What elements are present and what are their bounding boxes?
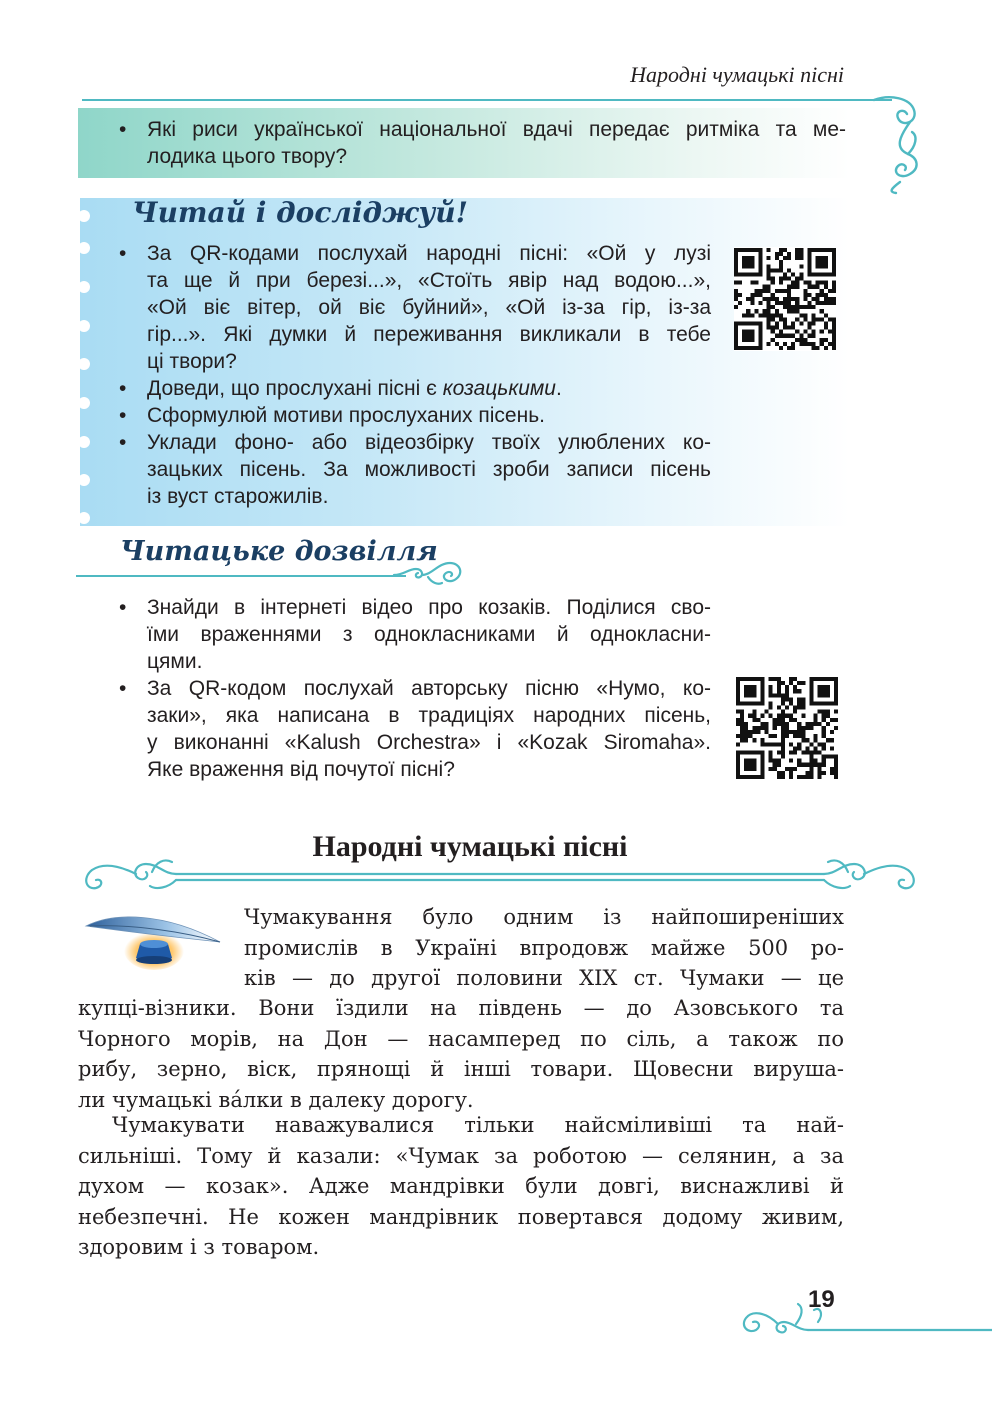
notebook-hole xyxy=(78,210,90,222)
list-item xyxy=(116,116,846,170)
title-ornament xyxy=(76,852,924,894)
explore-heading: Читай і досліджуй! xyxy=(132,196,468,229)
text-line: • За QR-кодом послухай авторську пісню «Нумо, ко- xyxy=(147,677,711,700)
text-line: ків — до другої половини XIX ст. Чумаки — це xyxy=(244,966,844,990)
text-line: • Уклади фоно- або відеозбірку твоїх улюблених ко- xyxy=(147,431,711,454)
notebook-hole xyxy=(78,281,90,293)
notebook-hole xyxy=(78,358,90,370)
qr-code-icon[interactable] xyxy=(736,676,838,780)
list-item xyxy=(116,675,711,783)
text-line: купці-візники. Вони їздили на південь — до Азовського та xyxy=(78,996,844,1020)
leisure-rule xyxy=(76,575,406,577)
text-line: Чумакувати наважувалися тільки найсміливіші та най- xyxy=(112,1113,844,1137)
section-title: Народні чумацькі пісні xyxy=(312,830,628,863)
text-line: • Які риси української національної вдачі передає ритміка та ме- xyxy=(147,118,846,141)
text-line: • За QR-кодами послухай народні пісні: «Ой у лузі xyxy=(147,242,711,265)
quill-inkwell-icon xyxy=(84,908,226,970)
notebook-hole xyxy=(78,436,90,448)
list-item xyxy=(116,402,711,429)
text-line: • Знайди в інтернеті відео про козаків. Поділися сво- xyxy=(147,596,711,619)
qr-code-icon[interactable] xyxy=(734,247,836,351)
text-line: та ще й при березі...», «Стоїть явір над водою...», xyxy=(147,269,711,292)
explore-list xyxy=(116,240,711,510)
text-line: лодика цього твору? xyxy=(147,145,348,168)
text-line: зацьких пісень. За можливості зроби записи пісень xyxy=(147,458,711,481)
text-line: здоровим і з товаром. xyxy=(78,1235,320,1259)
text-line: сильніші. Тому й казали: «Чумак за роботою — селянин, а за xyxy=(78,1143,844,1168)
notebook-hole xyxy=(78,474,90,486)
text-run: . xyxy=(556,377,562,400)
text-line: ли чумацькі ва́лки в далеку дорогу. xyxy=(78,1087,474,1112)
text-line: заки», яка написана в традиціях народних пісень, xyxy=(147,704,711,727)
text-line: Чумакування було одним із найпоширеніших xyxy=(244,905,844,929)
text-line: Сформулюй мотиви прослуханих пісень. xyxy=(147,404,545,427)
text-line: «Ой віє вітер, ой віє буйний», «Ой із-за гір, із-за xyxy=(147,296,711,319)
text-line: Яке враження від почутої пісні? xyxy=(147,758,455,781)
footer-flourish-ornament xyxy=(740,1294,992,1340)
text-line: цями. xyxy=(147,650,203,673)
text-line: їми враженнями з однокласниками й однокласни- xyxy=(147,623,711,646)
notebook-hole xyxy=(78,242,90,254)
notebook-hole xyxy=(78,512,90,524)
leisure-heading: Читацьке дозвілля xyxy=(120,536,438,567)
leisure-list xyxy=(116,594,711,783)
text-line: із вуст старожилів. xyxy=(147,485,329,508)
list-item xyxy=(116,429,711,510)
emphasis-text: козацькими xyxy=(442,377,556,400)
list-item xyxy=(116,240,711,375)
notebook-hole xyxy=(78,397,90,409)
text-line: промислів в Україні впродовж майже 500 ро- xyxy=(244,935,844,960)
text-line: у виконанні «Kalush Orchestra» і «Kozak Siromaha». xyxy=(147,731,711,754)
list-item xyxy=(116,594,711,675)
header-rule xyxy=(82,99,892,101)
paragraph-1-continued xyxy=(78,993,844,1115)
text-run: Доведи, що прослухані пісні є xyxy=(147,377,443,400)
running-header: Народні чумацькі пісні xyxy=(630,62,844,87)
text-line: небезпечні. Не кожен мандрівник повертався додому живим, xyxy=(78,1204,844,1229)
text-line: гір...». Які думки й переживання викликали в тебе xyxy=(147,323,711,346)
notebook-hole xyxy=(78,320,90,332)
list-item xyxy=(116,375,711,402)
question-list xyxy=(116,116,846,170)
header-curl-ornament xyxy=(870,92,926,196)
paragraph-1-intro xyxy=(244,902,844,994)
text-line: ці твори? xyxy=(147,350,237,373)
page-number: 19 xyxy=(808,1286,835,1313)
paragraph-2 xyxy=(78,1110,844,1263)
leisure-flourish-ornament xyxy=(392,555,466,591)
text-line: Чорного морів, на Дон — насамперед по сіль, а також по xyxy=(78,1026,844,1051)
text-line: рибу, зерно, віск, прянощі й інші товари. Щовесни вируша- xyxy=(78,1057,844,1081)
text-line: духом — козак». Адже мандрівки були довгі, виснажливі й xyxy=(78,1174,844,1198)
